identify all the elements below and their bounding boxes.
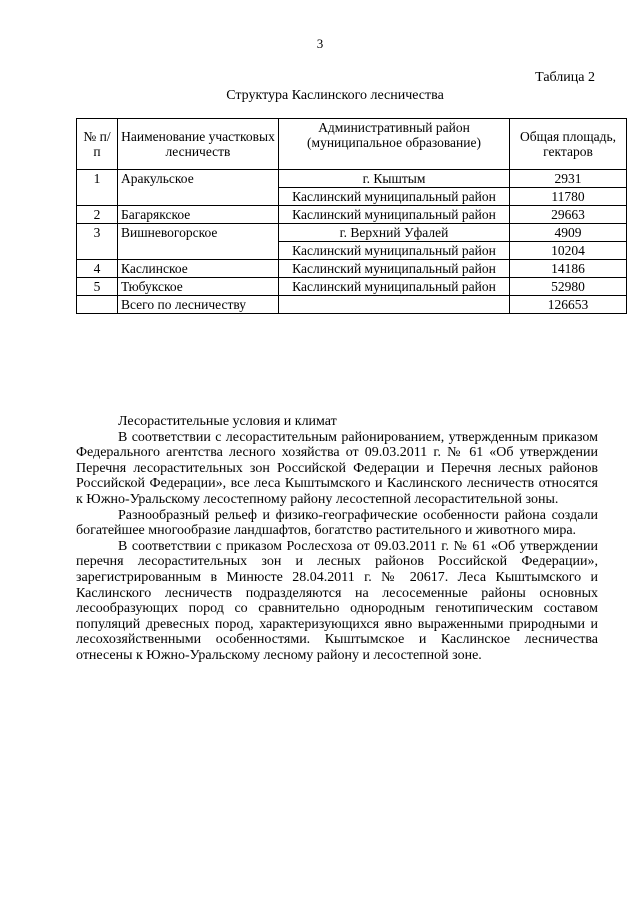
row-admin: Каслинский муниципальный район (279, 260, 510, 278)
row-area: 2931 (510, 170, 627, 188)
row-area: 14186 (510, 260, 627, 278)
table-header-row (77, 119, 627, 170)
section-heading: Лесорастительные условия и климат (118, 414, 337, 429)
row-area: 29663 (510, 206, 627, 224)
table-row (77, 260, 627, 278)
total-label: Всего по лесничеству (118, 296, 279, 314)
row-area: 4909 (510, 224, 627, 242)
table-row (77, 170, 627, 188)
table-title: Структура Каслинского лесничества (226, 88, 444, 103)
body-text (76, 414, 598, 664)
row-num: 2 (77, 206, 118, 224)
row-area: 10204 (510, 242, 627, 260)
row-name: Тюбукское (118, 278, 279, 296)
row-name: Аракульское (118, 170, 279, 206)
forestry-structure-table (76, 118, 627, 314)
table-label: Таблица 2 (535, 70, 595, 85)
paragraph-1: В соответствии с лесорастительным районированием, утвержденным приказом Федерального агентства лесного хозяйства от 09.03.2011 г. № 61 «Об утверждении Перечня лесорастительных зон Российской Федерации и Перечня лесных районов Российской Федерации», все леса Кыштымского и Каслинского лесничеств относятся к Южно-Уральскому лесостепному району лесостепной лесорастительной зоны. (76, 429, 598, 507)
row-admin: г. Верхний Уфалей (279, 224, 510, 242)
header-num: № п/п (77, 119, 118, 170)
total-num-cell (77, 296, 118, 314)
header-name: Наименование участковых лесничеств (118, 119, 279, 170)
row-area: 11780 (510, 188, 627, 206)
row-name: Каслинское (118, 260, 279, 278)
total-admin-cell (279, 296, 510, 314)
row-num: 3 (77, 224, 118, 260)
row-admin: Каслинский муниципальный район (279, 206, 510, 224)
table-row (77, 278, 627, 296)
row-admin: Каслинский муниципальный район (279, 278, 510, 296)
row-area: 52980 (510, 278, 627, 296)
row-name: Багарякское (118, 206, 279, 224)
header-area: Общая площадь, гектаров (510, 119, 627, 170)
header-admin: Административный район (муниципальное образование) (279, 119, 510, 170)
row-num: 5 (77, 278, 118, 296)
table-total-row (77, 296, 627, 314)
page-number: 3 (316, 36, 324, 51)
row-num: 4 (77, 260, 118, 278)
total-value: 126653 (510, 296, 627, 314)
paragraph-2: Разнообразный рельеф и физико-географические особенности района создали богатейшее многообразие ландшафтов, богатство растительного и животного мира. (76, 507, 598, 539)
row-num: 1 (77, 170, 118, 206)
row-admin: Каслинский муниципальный район (279, 242, 510, 260)
table-row (77, 206, 627, 224)
row-admin: г. Кыштым (279, 170, 510, 188)
row-name: Вишневогорское (118, 224, 279, 260)
paragraph-3: В соответствии с приказом Рослесхоза от 09.03.2011 г. № 61 «Об утверждении перечня лесорастительных зон и лесных районов Российской Федерации», зарегистрированным в Минюсте 28.04.2011 г. № 20617. Леса Кыштымского и Каслинского лесничеств подразделяются на лесосеменные районы основных лесообразующих пород со сравнительно однородным генотипическим составом популяций древесных пород, характеризующихся явно выраженными природными и лесохозяйственными особенностями. Кыштымское и Каслинское лесничества отнесены к Южно-Уральскому лесному району и лесостепной зоне. (76, 538, 598, 663)
table-row (77, 224, 627, 242)
row-admin: Каслинский муниципальный район (279, 188, 510, 206)
